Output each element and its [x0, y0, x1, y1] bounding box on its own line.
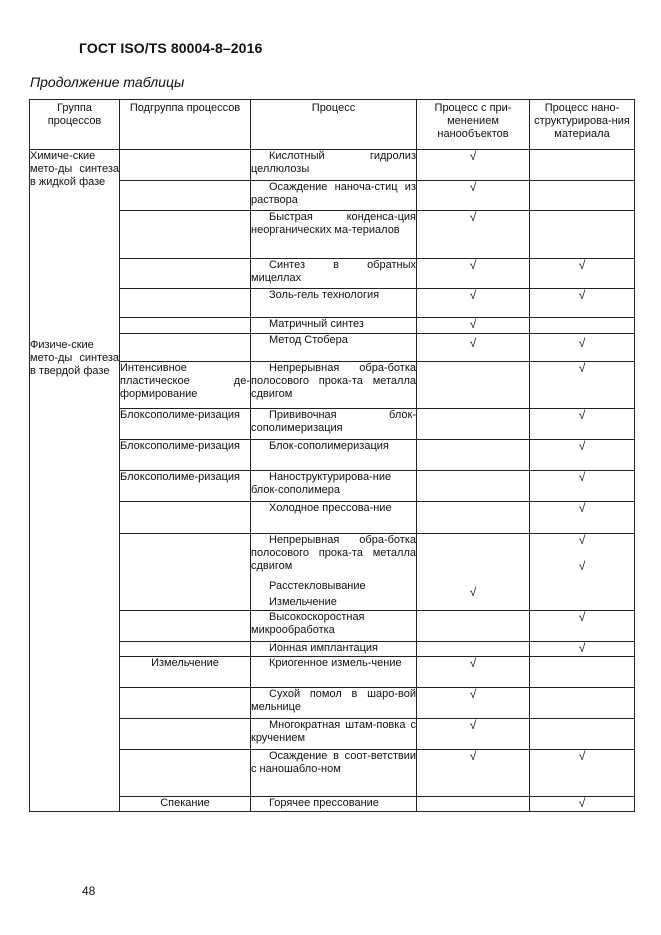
- table-continuation-label: Продолжение таблицы: [30, 74, 185, 90]
- check-nanostructuring: [530, 211, 635, 259]
- table-row: [30, 688, 635, 719]
- check-nanoobjects: √: [417, 318, 530, 334]
- process-cell: Ионная имплантация: [251, 642, 417, 657]
- check-nanoobjects: [417, 642, 530, 657]
- process-cell: Наноструктурирова-ние блок-сополимера: [251, 471, 417, 502]
- subgroup-cell: Блоксополиме-ризация: [120, 440, 251, 471]
- process-cell: Синтез в обратных мицеллах: [251, 259, 417, 289]
- table-row: [30, 259, 635, 289]
- process-cell: Кислотный гидролиз целлюлозы: [251, 150, 417, 181]
- process-cell: Сухой помол в шаро-вой мельнице: [251, 688, 417, 719]
- col-header-group: Группа процессов: [30, 100, 120, 150]
- process-cell: Непрерывная обра-ботка полосового прока-та металла сдвигом: [251, 362, 417, 409]
- process-cell: Многократная штам-повка с кручением: [251, 719, 417, 750]
- check-nanoobjects: √: [417, 259, 530, 289]
- check-nanostructuring: √: [530, 502, 635, 534]
- check-nanoobjects: [417, 611, 530, 642]
- check-nanostructuring: [530, 688, 635, 719]
- subgroup-cell: Блоксополиме-ризация: [120, 471, 251, 502]
- group-chemical: Химиче-ские мето-ды синтеза в жидкой фазе: [30, 150, 119, 188]
- check-nanoobjects: √: [417, 719, 530, 750]
- check-nanoobjects: √: [417, 688, 530, 719]
- check-nanoobjects: √: [417, 150, 530, 181]
- check-nanostructuring: √: [530, 611, 635, 642]
- process-cell: Высокоскоростная микрообработка: [251, 611, 417, 642]
- subgroup-cell: [120, 688, 251, 719]
- table-row: [30, 611, 635, 642]
- check-nanostructuring: √: [530, 409, 635, 440]
- table-header-row: [30, 100, 635, 150]
- subgroup-cell: Спекание: [120, 797, 251, 812]
- process-cell: Криогенное измель-чение: [251, 657, 417, 688]
- check-nanostructuring: [530, 150, 635, 181]
- check-nanoobjects: [417, 502, 530, 534]
- check-nanoobjects: √: [469, 585, 477, 599]
- process-cell: Золь-гель технология: [251, 289, 417, 318]
- subgroup-cell: [120, 534, 251, 611]
- table-row: [30, 534, 635, 580]
- subgroup-cell: [120, 719, 251, 750]
- process-cell: Блок-сополимеризация: [251, 440, 417, 471]
- process-cell: Прививочная блок-сополимеризация: [251, 409, 417, 440]
- check-nanostructuring-merged: [530, 534, 635, 611]
- table-row: [30, 318, 635, 334]
- process-cell: Осаждение в соот-ветствии с наношабло-ном: [251, 750, 417, 797]
- check-nanostructuring: √: [530, 362, 635, 409]
- subgroup-cell: [120, 289, 251, 318]
- subgroup-cell: [120, 150, 251, 181]
- check-nanostructuring: √: [530, 797, 635, 812]
- subgroup-cell: [120, 502, 251, 534]
- check-nanoobjects: [417, 440, 530, 471]
- subgroup-cell: [120, 750, 251, 797]
- process-cell: Метод Стобера: [251, 334, 417, 362]
- document-id: ГОСТ ISO/TS 80004-8–2016: [79, 40, 263, 56]
- check-nanoobjects: [417, 471, 530, 502]
- col-header-nanoobjects: Процесс с при-менением нанообъектов: [417, 100, 530, 150]
- col-header-subgroup: Подгруппа процессов: [120, 100, 251, 150]
- subgroup-cell: Измельчение: [120, 657, 251, 688]
- table-row: [30, 362, 635, 409]
- check-nanostructuring: √: [578, 533, 586, 547]
- process-cell: Горячее прессование: [251, 797, 417, 812]
- process-cell: Осаждение нанoча-стиц из раствора: [251, 181, 417, 211]
- check-nanostructuring: √: [530, 750, 635, 797]
- subgroup-cell: [120, 211, 251, 259]
- subgroup-cell: [120, 334, 251, 362]
- table-row: [30, 409, 635, 440]
- table-row: [30, 211, 635, 259]
- check-nanostructuring: √: [530, 471, 635, 502]
- check-nanostructuring: √: [530, 642, 635, 657]
- col-header-nanostructuring: Процесс нано-структурирова-ния материала: [530, 100, 635, 150]
- check-nanoobjects-merged: [417, 534, 530, 611]
- subgroup-cell: [120, 181, 251, 211]
- check-nanostructuring: [530, 181, 635, 211]
- table-row: [30, 440, 635, 471]
- process-cell: Непрерывная обра-ботка полосового прока-та металла сдвигом: [251, 534, 417, 580]
- process-cell: Быстрая конденса-ция неорганических ма-териалов: [251, 211, 417, 259]
- process-cell: Холодное прессова-ние: [251, 502, 417, 534]
- check-nanostructuring: √: [530, 289, 635, 318]
- check-nanostructuring: [530, 657, 635, 688]
- table-row: [30, 750, 635, 797]
- check-nanoobjects: [417, 362, 530, 409]
- check-nanoobjects: [417, 409, 530, 440]
- subgroup-cell: [120, 259, 251, 289]
- check-nanoobjects: √: [417, 211, 530, 259]
- table-row: [30, 181, 635, 211]
- check-nanostructuring: √: [530, 334, 635, 362]
- table-row: [30, 719, 635, 750]
- check-nanoobjects: √: [417, 657, 530, 688]
- subgroup-cell: [120, 642, 251, 657]
- check-nanostructuring: [530, 318, 635, 334]
- check-nanoobjects: √: [417, 289, 530, 318]
- check-nanoobjects: [417, 797, 530, 812]
- table-row: [30, 502, 635, 534]
- group-physical: Физиче-ские мето-ды синтеза в твердой фазе: [30, 339, 119, 377]
- table-row: [30, 150, 635, 181]
- subgroup-cell: Блоксополиме-ризация: [120, 409, 251, 440]
- check-nanoobjects: √: [417, 750, 530, 797]
- table-row: [30, 334, 635, 362]
- subgroup-cell: [120, 318, 251, 334]
- group-cell: [30, 150, 120, 812]
- subgroup-cell: [120, 611, 251, 642]
- check-nanostructuring: √: [578, 559, 586, 573]
- check-nanostructuring: √: [530, 440, 635, 471]
- table-row: [30, 642, 635, 657]
- col-header-process: Процесс: [251, 100, 417, 150]
- check-nanoobjects: √: [417, 334, 530, 362]
- table-row: [30, 797, 635, 812]
- check-nanostructuring: √: [530, 259, 635, 289]
- check-nanoobjects: √: [417, 181, 530, 211]
- table-row: [30, 657, 635, 688]
- subgroup-cell: Интенсивное пластическое де-формирование: [120, 362, 251, 409]
- check-nanostructuring: [530, 719, 635, 750]
- process-cell: Матричный синтез: [251, 318, 417, 334]
- table-row: [30, 289, 635, 318]
- process-cell: Расстекловывание: [251, 580, 417, 596]
- process-cell: Измельчение: [251, 596, 417, 611]
- page-number: 48: [82, 884, 96, 898]
- table-row: [30, 471, 635, 502]
- process-table: [29, 99, 635, 812]
